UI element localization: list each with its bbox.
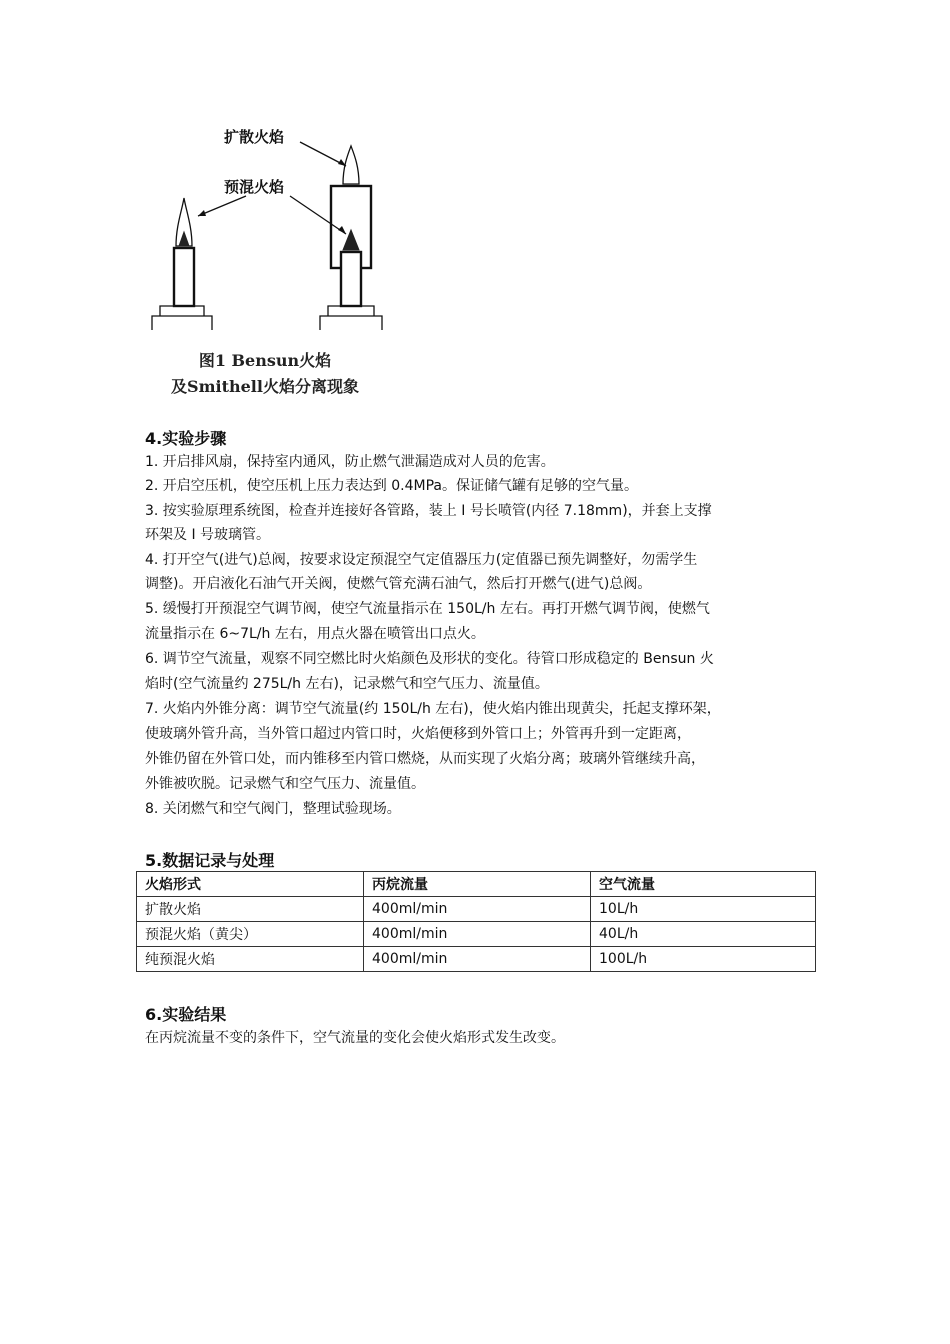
step-line: 4. 打开空气(进气)总阀，按要求设定预混空气定值器压力(定值器已预先调整好，勿需学生 [145,552,698,568]
label-diffusion: 扩散火焰 [224,128,285,146]
table-header-row [137,872,816,897]
table-row [137,897,816,922]
table-row [137,922,816,947]
flame-diagram [140,118,390,343]
table-cell: 10L/h [591,897,816,922]
table-cell: 400ml/min [364,947,591,972]
step-line: 7. 火焰内外锥分离：调节空气流量(约 150L/h 左右)，使火焰内锥出现黄尖，托起支撑环架， [145,701,721,717]
result-heading: 6.实验结果 [145,1005,227,1024]
result-text: 在丙烷流量不变的条件下，空气流量的变化会使火焰形式发生改变。 [145,1030,565,1046]
data-heading: 5.数据记录与处理 [145,851,275,870]
step-line: 2. 开启空压机，使空压机上压力表达到 0.4MPa。保证储气罐有足够的空气量。 [145,478,638,494]
table-row [137,947,816,972]
pointer-premix-right [290,196,346,234]
step-line: 8. 关闭燃气和空气阀门，整理试验现场。 [145,801,401,817]
flame-figure [140,118,390,403]
figure-caption-line1: 图1 Bensun火焰 [198,351,332,370]
left-base [152,316,212,330]
step-line: 环架及 I 号玻璃管。 [145,527,271,543]
step-line: 使玻璃外管升高，当外管口超过内管口时，火焰便移到外管口上；外管再升到一定距离， [145,726,691,742]
right-base [320,316,382,330]
figure-caption-line2: 及Smithell火焰分离现象 [171,377,359,396]
step-line: 6. 调节空气流量，观察不同空燃比时火焰颜色及形状的变化。待管口形成稳定的 Bensun 火 [145,651,714,667]
step-line: 外锥仍留在外管口处，而内锥移至内管口燃烧，从而实现了火焰分离；玻璃外管继续升高， [145,751,705,767]
table-cell: 预混火焰（黄尖） [137,922,364,947]
pointer-premix-left [198,196,246,216]
table-cell: 扩散火焰 [137,897,364,922]
step-line: 1. 开启排风扇，保持室内通风，防止燃气泄漏造成对人员的危害。 [145,454,555,470]
column-header: 空气流量 [591,872,816,897]
left-burner-tube [174,248,194,306]
column-header: 火焰形式 [137,872,364,897]
step-line: 3. 按实验原理系统图，检查并连接好各管路，装上 I 号长喷管(内径 7.18mm)，并套上支撑 [145,503,712,519]
label-premix: 预混火焰 [224,178,285,196]
arrowhead-premix-right [338,226,346,234]
table-cell: 400ml/min [364,897,591,922]
column-header: 丙烷流量 [364,872,591,897]
table-cell: 100L/h [591,947,816,972]
left-inner-cone [179,232,189,246]
step-line: 焰时(空气流量约 275L/h 左右)，记录燃气和空气压力、流量值。 [145,676,549,692]
table-cell: 纯预混火焰 [137,947,364,972]
step-line: 外锥被吹脱。记录燃气和空气压力、流量值。 [145,776,425,792]
step-line: 5. 缓慢打开预混空气调节阀，使空气流量指示在 150L/h 左右。再打开燃气调节阀，使燃气 [145,601,710,617]
right-inner-tube [341,252,361,306]
arrowhead-premix-left [198,210,206,216]
step-line: 调整)。开启液化石油气开关阀，使燃气管充满石油气，然后打开燃气(进气)总阀。 [145,576,652,592]
arrowhead-diffusion [338,159,346,166]
steps-heading: 4.实验步骤 [145,429,227,448]
table-cell: 40L/h [591,922,816,947]
step-line: 流量指示在 6~7L/h 左右，用点火器在喷管出口点火。 [145,626,485,642]
data-table [136,871,816,972]
left-base-top [160,306,204,316]
right-base-top [328,306,374,316]
table-cell: 400ml/min [364,922,591,947]
